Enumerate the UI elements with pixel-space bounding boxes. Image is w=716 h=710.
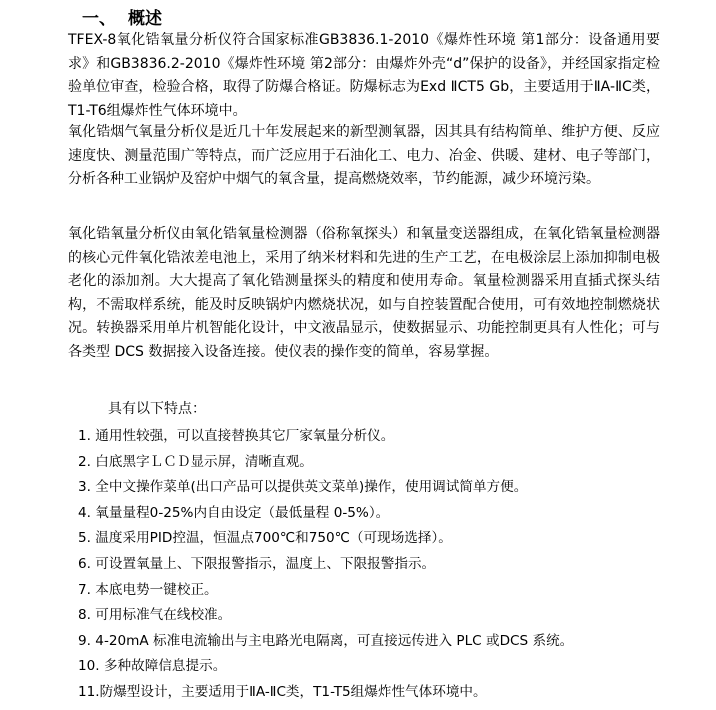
list-item-number: 3. xyxy=(78,479,91,496)
list-item xyxy=(78,654,698,680)
features-heading: 具有以下特点： xyxy=(108,401,206,417)
list-item-text: 全中文操作菜单(出口产品可以提供英文菜单)操作，使用调试简单方便。 xyxy=(90,479,528,496)
list-item-text: 多种故障信息提示。 xyxy=(99,658,227,675)
list-item xyxy=(78,450,698,476)
list-item xyxy=(78,578,698,604)
list-item xyxy=(78,552,698,578)
list-item-number: 7. xyxy=(78,581,91,598)
list-item-text: 可设置氧量上、下限报警指示，温度上、下限报警指示。 xyxy=(90,555,436,572)
list-item-text: 本底电势一键校正。 xyxy=(90,581,218,598)
list-item xyxy=(78,501,698,527)
list-item-text: 可用标准气在线校准。 xyxy=(90,607,232,624)
list-item xyxy=(78,424,698,450)
list-item-text: 4-20mA 标准电流输出与主电路光电隔离，可直接远传进入 PLC 或DCS 系统。 xyxy=(90,632,574,649)
list-item-number: 9. xyxy=(78,632,91,649)
paragraph-introduction: 氧化锆烟气氧量分析仪是近几十年发展起来的新型测氧器，因其具有结构简单、维护方便、反应速度快、测量范围广等特点，而广泛应用于石油化工、电力、冶金、供暖、建材、电子等部门，分析各种工业锅炉及窑炉中烟气的氧含量，提高燃烧效率，节约能源，减少环境污染。 xyxy=(68,124,660,188)
list-item xyxy=(78,603,698,629)
list-item-number: 2. xyxy=(78,453,91,470)
list-item-number: 8. xyxy=(78,607,91,624)
features-list xyxy=(78,424,698,706)
paragraph-composition: 氧化锆氧量分析仪由氧化锆氧量检测器（俗称氧探头）和氧量变送器组成，在氧化锆氧量检测器的核心元件氧化锆浓差电池上，采用了纳米材料和先进的生产工艺，在电极涂层上添加抑制电极老化的添加剂。大大提高了氧化锆测量探头的精度和使用寿命。氧量检测器采用直插式探头结构，不需取样系统，能及时反映锅炉内燃烧状况，如与自控装置配合使用，可有效地控制燃烧状况。转换器采用单片机智能化设计，中文液晶显示，使数据显示、功能控制更具有人性化；可与各类型 DCS 数据接入设备连接。使仪表的操作变的简单，容易掌握。 xyxy=(68,226,660,360)
section-heading xyxy=(82,4,162,29)
list-item-number: 11. xyxy=(78,683,100,700)
paragraph-certification: TFEX-8氧化锆氧量分析仪符合国家标准GB3836.1-2010《爆炸性环境 第1部分：设备通用要求》和GB3836.2-2010《爆炸性环境 第2部分：由爆炸外壳“d”保护的设备》，并经国家指定检验单位审查，检验合格，取得了防爆合格证。防爆标志为Exd ⅡCT5 Gb，主要适用于ⅡA-ⅡC类，T1-T6组爆炸性气体环境中。 xyxy=(68,32,660,119)
list-item-number: 1. xyxy=(78,428,91,444)
list-item-text: 氧量量程0-25%内自由设定（最低量程 0-5%）。 xyxy=(90,504,390,521)
list-item-number: 10. xyxy=(78,658,100,675)
list-item xyxy=(78,680,698,706)
section-title: 概述 xyxy=(128,9,162,29)
list-item-text: 温度采用PID控温，恒温点700℃和750℃（可现场选择）。 xyxy=(90,530,452,547)
list-item-text: 白底黑字ＬＣＤ显示屏，清晰直观。 xyxy=(90,453,313,470)
list-item-text: 通用性较强，可以直接替换其它厂家氧量分析仪。 xyxy=(90,428,395,444)
list-item-number: 4. xyxy=(78,504,91,521)
list-item xyxy=(78,629,698,655)
list-item-number: 5. xyxy=(78,530,91,547)
list-item-number: 6. xyxy=(78,555,91,572)
list-item xyxy=(78,475,698,501)
section-number: 一、 xyxy=(82,9,116,29)
list-item xyxy=(78,526,698,552)
list-item-text: 防爆型设计，主要适用于ⅡA-ⅡC类，T1-T5组爆炸性气体环境中。 xyxy=(99,683,487,700)
